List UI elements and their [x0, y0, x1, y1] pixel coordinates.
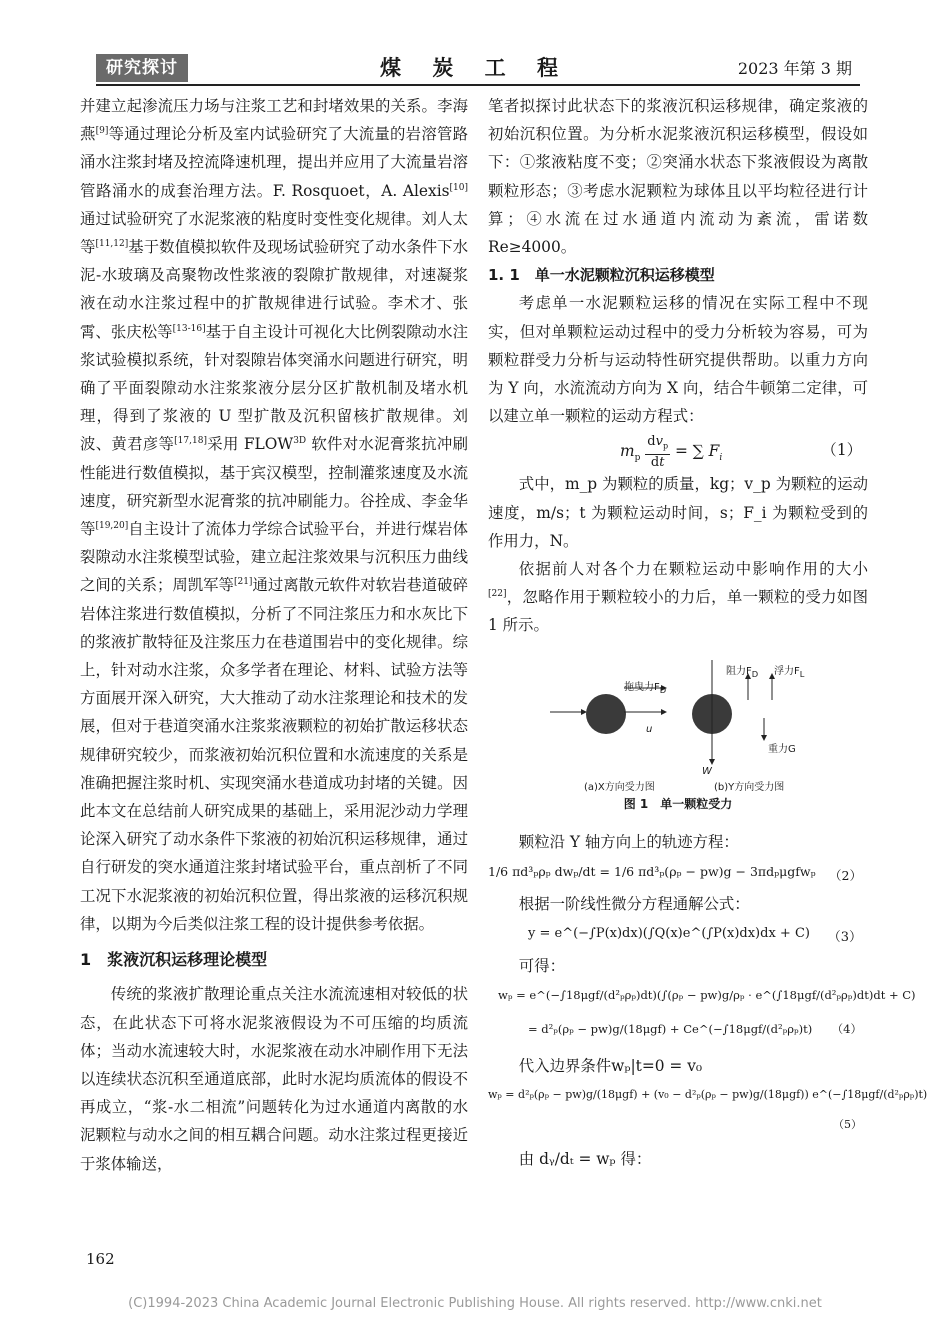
- drag-label: 拖曳力$F_D$: [624, 681, 667, 695]
- equation-number: （4）: [831, 1022, 862, 1037]
- equation-number: （2）: [829, 868, 862, 884]
- citation: [9]: [95, 126, 109, 137]
- u-label: u: [646, 723, 653, 735]
- citation: [17,18]: [174, 436, 207, 447]
- gravity-label: 重力G: [768, 743, 796, 755]
- copyright-notice: (C)1994-2023 China Academic Journal Electronic Publishing House. All rights reserved. http://www.cnki.net: [128, 1296, 822, 1311]
- left-column: [80, 92, 468, 1178]
- force-diagram: [488, 640, 868, 790]
- resistance-label: 阻力$F_D$: [726, 665, 759, 679]
- right-column: [488, 92, 928, 1173]
- journal-title: 煤 炭 工 程: [380, 55, 570, 80]
- equation-3: y = e^(−∫P(x)dx)(∫Q(x)e^(∫P(x)dx)dx + C) （3）: [488, 918, 868, 952]
- issue-label: 2023 年第 3 期: [737, 59, 852, 78]
- left-paragraph-1: 并建立起渗流压力场与注浆工艺和封堵效果的关系。李海燕[9]等通过理论分析及室内试验研究了大流量的岩溶管路涌水注浆封堵及控流降速机理，提出并应用了大流量岩溶管路涌水的成套治理方法。F. Rosquoet，A. Alexis[10]通过试验研究了水泥浆液的粘度时变性变化规律。刘人太等[11,12]基于数值模拟软件及现场试验研究了动水条件下水泥-水玻璃及高聚物改性浆液的裂隙扩散规律，对速凝浆液在动水注浆过程中的扩散规律进行试验。李术才、张霄、张庆松等[13-16]基于自主设计可视化大比例裂隙动水注浆试验模拟系统，针对裂隙岩体突涌水问题进行研究，明确了平面裂隙动水注浆浆液分层分区扩散机制及堵水机理，得到了浆液的 U 型扩散及沉积留核扩散规律。刘波、黄君彦等[17,18]采用 $FLOW^{3D}$ 软件对水泥膏浆抗冲刷性能进行数值模拟，基于宾汉模型，控制灌浆速度及水流速度，研究新型水泥膏浆的抗冲刷能力。谷拴成、李金华等[19,20]自主设计了流体力学综合试验平台，并进行煤岩体裂隙动水注浆模型试验，建立起注浆效果与沉积压力曲线之间的关系；周凯军等[21]通过离散元软件对软岩巷道破碎岩体注浆进行数值模拟，分析了不同注浆压力和水灰比下的浆液扩散特征及注浆压力在巷道围岩中的变化规律。综上，针对动水注浆，众多学者在理论、材料、试验方法等方面展开深入研究，大大推动了动水注浆理论和技术的发展，但对于巷道突涌水注浆浆液颗粒的初始扩散运移状态规律研究较少，而浆液初始沉积位置和水流速度的关系是准确把握注浆时机、实现突涌水巷道成功封堵的关键。因此本文在总结前人研究成果的基础上，采用泥沙动力学理论深入研究了动水条件下浆液的初始沉积运移规律，通过自行研发的突水通道注浆封堵试验平台，重点剖析了不同工况下水泥浆液的初始沉积位置，得出浆液的运移沉积规律，以期为今后类似注浆工程的设计提供参考依据。: [80, 97, 468, 933]
- equation-number: （1）: [821, 441, 862, 460]
- section-tag: 研究探讨: [96, 54, 188, 82]
- citation: [10]: [449, 182, 468, 193]
- left-paragraph-2: 传统的浆液扩散理论重点关注水流流速相对较低的状态，在此状态下可将水泥浆液假设为不可压缩的均质流体；当动水流速较大时，水泥浆液在动水冲刷作用下无法以连续状态沉积至通道底部，此时水泥均质流体的假设不再成立，“浆-水二相流”问题转化为过水通道内离散的水泥颗粒与动水之间的相互耦合问题。动水注浆过程更接近于浆体输送，: [80, 985, 468, 1173]
- citation: [13-16]: [172, 323, 206, 334]
- page-number: 162: [86, 1250, 115, 1268]
- caption-a: (a)X方向受力图: [584, 781, 655, 793]
- equation-number: （3）: [827, 930, 862, 946]
- citation: [11,12]: [95, 239, 129, 250]
- right-paragraph-5: 颗粒沿 Y 轴方向上的轨迹方程：: [518, 832, 739, 851]
- equation-2: 1/6 πd³ₚρₚ dwₚ/dt = 1/6 πd³ₚ(ρₚ − pw)g − 3πdₚμgfwₚ （2）: [488, 856, 868, 890]
- figure-caption: 图 1 单一颗粒受力: [623, 796, 733, 811]
- buoyancy-label: 浮力$F_L$: [774, 665, 805, 679]
- figure-1: [488, 640, 868, 793]
- particle-a: [586, 694, 626, 734]
- right-paragraph-7: 可得：: [518, 957, 565, 976]
- superscript-3d: 3D: [293, 436, 307, 447]
- section-heading-1-1: 1. 1 单一水泥颗粒沉积运移模型: [488, 266, 715, 285]
- section-heading-1: 1 浆液沉积运移理论模型: [80, 950, 268, 970]
- right-paragraph-6: 根据一阶线性微分方程通解公式：: [518, 895, 750, 914]
- equation-1: $m_p$ $\frac{dv_p}{dt}$ = ∑ $F_i$ （1）: [620, 434, 862, 471]
- right-paragraph-1: 笔者拟探讨此状态下的浆液沉积运移规律，确定浆液的初始沉积位置。为分析水泥浆液沉积运移模型，假设如下：①浆液粘度不变；②突涌水状态下浆液假设为离散颗粒形态；③考虑水泥颗粒为球体且以平均粒径进行计算；④水流在过水通道内流动为紊流，雷诺数 Re≥4000。: [488, 97, 868, 257]
- right-paragraph-2: 考虑单一水泥颗粒运移的情况在实际工程中不现实，但对单颗粒运动过程中的受力分析较为容易，可为颗粒群受力分析与运动特性研究提供帮助。以重力方向为 Y 向，水流流动方向为 X 向，结合牛顿第二定律，可以建立单一颗粒的运动方程式：: [488, 294, 868, 426]
- right-paragraph-9: 由 dᵧ/dₜ = wₚ 得：: [518, 1149, 652, 1168]
- citation: [22]: [488, 589, 507, 600]
- citation: [21]: [233, 577, 253, 588]
- equation-number: （5）: [833, 1117, 862, 1131]
- header-rule: [96, 84, 860, 86]
- caption-b: (b)Y方向受力图: [714, 781, 785, 793]
- citation: [19,20]: [95, 521, 129, 532]
- right-paragraph-8: 代入边界条件wₚ|t=0 = v₀: [518, 1057, 703, 1076]
- right-paragraph-4: 依据前人对各个力在颗粒运动中影响作用的大小[22]，忽略作用于颗粒较小的力后，单一颗粒的受力如图 1 所示。: [488, 560, 868, 635]
- equation-5: wₚ = d²ₚ(ρₚ − pw)g/(18μgf) + (v₀ − d²ₚ(ρₚ − pw)g/(18μgf)) e^(−∫18μgf/(d²ₚρₚ)t) （5）: [488, 1081, 868, 1145]
- equation-4: wₚ = e^(−∫18μgf/(d²ₚρₚ)dt)(∫(ρₚ − pw)g/ρₚ · e^(∫18μgf/(d²ₚρₚ)dt)dt + C) = d²ₚ(ρₚ − pw)g/(18μgf) + Ce^(−∫18μgf/(d²ₚρₚ)t) （4）: [488, 980, 868, 1052]
- right-paragraph-3: 式中，m_p 为颗粒的质量，kg；v_p 为颗粒的运动速度，m/s；t 为颗粒运动时间，s；F_i 为颗粒受到的作用力，N。: [488, 475, 868, 550]
- w-label: W: [702, 765, 712, 777]
